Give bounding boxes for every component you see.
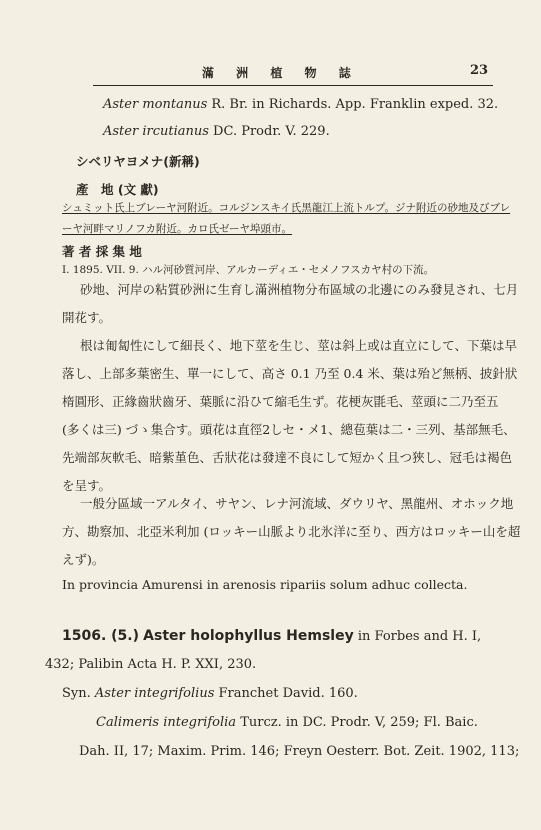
entry-citation: in Forbes and H. I, bbox=[353, 629, 482, 644]
calimeris-citation: Turcz. in DC. Prodr. V, 259; Fl. Baic. bbox=[236, 715, 478, 730]
synonym-name: Aster montanus bbox=[103, 97, 208, 112]
locality-line-1: シュミット氏上ブレーヤ河附近。コルジンスキイ氏黑龍江上流トルプ。ジナ附近の砂地及びブレ bbox=[62, 202, 511, 214]
page-number: 23 bbox=[470, 63, 489, 78]
syn-line bbox=[62, 686, 358, 701]
text-line: 先端部灰軟毛、暗紫堇色、舌狀花は發達不良にして短かく且つ狹し、冠毛は褐色 bbox=[62, 450, 513, 465]
text-line: 落し、上部多葉密生、單一にして、高さ 0.1 乃至 0.4 米、葉は殆ど無柄、披針狀 bbox=[62, 366, 518, 381]
paragraph-habitat bbox=[62, 276, 518, 332]
text-line: を呈す。 bbox=[62, 478, 112, 493]
paragraph-distribution bbox=[62, 490, 520, 574]
text-line: 砂地、河岸の粘質砂洲に生育し滿洲植物分布區域の北邊にのみ發見され、七月 bbox=[80, 282, 519, 297]
japanese-name: シベリヤヨメナ(新稱) bbox=[76, 154, 200, 169]
collector-heading: 著 者 採 集 地 bbox=[62, 244, 142, 259]
calimeris-line bbox=[96, 715, 478, 730]
calimeris-name: Calimeris integrifolia bbox=[96, 715, 237, 730]
entry-number: 1506. (5.) bbox=[62, 628, 140, 644]
synonym-aster-montanus bbox=[103, 97, 498, 112]
collector-line: I. 1895. VII. 9. ハル河砂質河岸、アルカーディエ・セメノフスカヤ村の下流。 bbox=[62, 264, 435, 276]
text-line: 根は匍匐性にして細長く、地下莖を生じ、莖は斜上或は直立にして、下葉は早 bbox=[80, 338, 518, 353]
text-line: 楕圓形、正緣齒狀齒牙、葉脈に沿ひて縮毛生ず。花梗灰毷毛、莖頭に二乃至五 bbox=[62, 394, 499, 409]
locality-line-2: ーヤ河畔マリノフカ附近。カロ氏ゼーヤ埠頭市。 bbox=[62, 223, 293, 235]
syn-name: Aster integrifolius bbox=[94, 686, 215, 701]
text-line: 一般分區域一アルタイ、サヤン、レナ河流域、ダウリヤ、黑龍州、オホック地 bbox=[80, 496, 514, 511]
latin-note: In provincia Amurensi in arenosis ripariis solum adhuc collecta. bbox=[62, 577, 468, 592]
syn-label: Syn. bbox=[62, 686, 91, 701]
syn-citation: Franchet David. 160. bbox=[214, 686, 358, 701]
synonym-name: Aster ircutianus bbox=[103, 124, 209, 139]
synonym-citation: DC. Prodr. V. 229. bbox=[208, 124, 330, 139]
species-entry-heading bbox=[62, 628, 481, 644]
synonym-citation: R. Br. in Richards. App. Franklin exped. 32. bbox=[207, 97, 499, 112]
synonym-aster-ircutianus bbox=[103, 124, 330, 139]
calimeris-line-2: Dah. II, 17; Maxim. Prim. 146; Freyn Oesterr. Bot. Zeit. 1902, 113; bbox=[79, 744, 520, 759]
header-rule bbox=[93, 85, 493, 86]
text-line: 方、勘察加、北亞米利加 (ロッキー山脈より北氷洋に至り、西方はロッキー山を超 bbox=[62, 524, 521, 539]
entry-species-name: Aster holophyllus Hemsley bbox=[143, 628, 354, 644]
entry-citation-line-2: 432; Palibin Acta H. P. XXI, 230. bbox=[45, 657, 257, 672]
paragraph-description bbox=[62, 332, 517, 500]
text-line: えず)。 bbox=[62, 552, 105, 567]
text-line: 開花す。 bbox=[62, 310, 112, 325]
text-line: (多くは三) づゝ集合す。頭花は直徑2しセ・メ1、總苞葉は二・三列、基部無毛、 bbox=[62, 422, 516, 437]
running-header-title: 滿 洲 植 物 誌 bbox=[202, 66, 360, 80]
locality-heading: 產 地 (文 獻) bbox=[76, 182, 159, 197]
